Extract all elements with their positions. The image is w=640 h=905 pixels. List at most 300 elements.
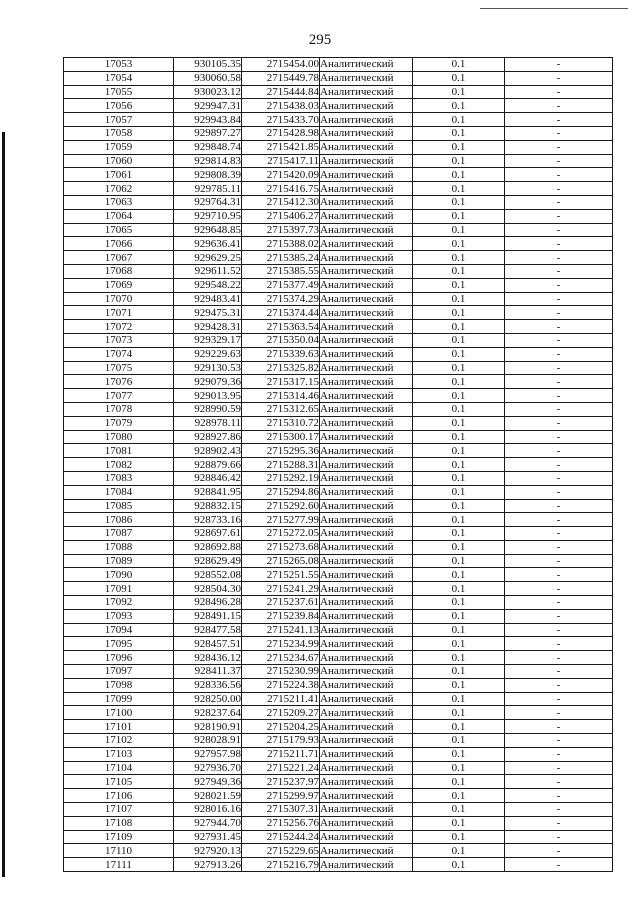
point-id-cell: 17066 xyxy=(64,237,174,251)
method-cell: Аналитический xyxy=(320,775,413,789)
x-coordinate-cell: 928552.08 xyxy=(174,568,242,582)
y-coordinate-cell: 2715385.55 xyxy=(242,264,320,278)
point-id-cell: 17058 xyxy=(64,126,174,140)
method-cell: Аналитический xyxy=(320,609,413,623)
method-cell: Аналитический xyxy=(320,761,413,775)
page-number: 295 xyxy=(308,32,332,48)
note-cell: - xyxy=(505,816,613,830)
note-cell: - xyxy=(505,389,613,403)
precision-cell: 0.1 xyxy=(413,554,505,568)
y-coordinate-cell: 2715428.98 xyxy=(242,126,320,140)
x-coordinate-cell: 928477.58 xyxy=(174,623,242,637)
method-cell: Аналитический xyxy=(320,444,413,458)
point-id-cell: 17081 xyxy=(64,444,174,458)
note-cell: - xyxy=(505,113,613,127)
precision-cell: 0.1 xyxy=(413,637,505,651)
note-cell: - xyxy=(505,168,613,182)
note-cell: - xyxy=(505,540,613,554)
note-cell: - xyxy=(505,430,613,444)
y-coordinate-cell: 2715273.68 xyxy=(242,540,320,554)
y-coordinate-cell: 2715265.08 xyxy=(242,554,320,568)
y-coordinate-cell: 2715385.24 xyxy=(242,251,320,265)
table-row xyxy=(64,58,613,72)
x-coordinate-cell: 928016.16 xyxy=(174,803,242,817)
note-cell: - xyxy=(505,485,613,499)
x-coordinate-cell: 928237.64 xyxy=(174,706,242,720)
precision-cell: 0.1 xyxy=(413,58,505,72)
table-row xyxy=(64,692,613,706)
x-coordinate-cell: 928927.86 xyxy=(174,430,242,444)
table-row xyxy=(64,720,613,734)
x-coordinate-cell: 928733.16 xyxy=(174,513,242,527)
precision-cell: 0.1 xyxy=(413,430,505,444)
method-cell: Аналитический xyxy=(320,623,413,637)
method-cell: Аналитический xyxy=(320,333,413,347)
x-coordinate-cell: 927957.98 xyxy=(174,747,242,761)
precision-cell: 0.1 xyxy=(413,678,505,692)
point-id-cell: 17061 xyxy=(64,168,174,182)
table-row xyxy=(64,747,613,761)
method-cell: Аналитический xyxy=(320,375,413,389)
precision-cell: 0.1 xyxy=(413,361,505,375)
table-row xyxy=(64,402,613,416)
method-cell: Аналитический xyxy=(320,789,413,803)
method-cell: Аналитический xyxy=(320,416,413,430)
method-cell: Аналитический xyxy=(320,692,413,706)
x-coordinate-cell: 928978.11 xyxy=(174,416,242,430)
precision-cell: 0.1 xyxy=(413,402,505,416)
note-cell: - xyxy=(505,195,613,209)
note-cell: - xyxy=(505,761,613,775)
point-id-cell: 17105 xyxy=(64,775,174,789)
point-id-cell: 17096 xyxy=(64,651,174,665)
x-coordinate-cell: 928692.88 xyxy=(174,540,242,554)
method-cell: Аналитический xyxy=(320,458,413,472)
y-coordinate-cell: 2715237.97 xyxy=(242,775,320,789)
point-id-cell: 17100 xyxy=(64,706,174,720)
y-coordinate-cell: 2715256.76 xyxy=(242,816,320,830)
precision-cell: 0.1 xyxy=(413,333,505,347)
precision-cell: 0.1 xyxy=(413,416,505,430)
point-id-cell: 17055 xyxy=(64,85,174,99)
precision-cell: 0.1 xyxy=(413,568,505,582)
point-id-cell: 17087 xyxy=(64,527,174,541)
y-coordinate-cell: 2715412.30 xyxy=(242,195,320,209)
method-cell: Аналитический xyxy=(320,209,413,223)
point-id-cell: 17065 xyxy=(64,223,174,237)
note-cell: - xyxy=(505,527,613,541)
point-id-cell: 17079 xyxy=(64,416,174,430)
x-coordinate-cell: 928504.30 xyxy=(174,582,242,596)
table-row xyxy=(64,485,613,499)
y-coordinate-cell: 2715377.49 xyxy=(242,278,320,292)
note-cell: - xyxy=(505,596,613,610)
table-row xyxy=(64,513,613,527)
y-coordinate-cell: 2715312.65 xyxy=(242,402,320,416)
note-cell: - xyxy=(505,223,613,237)
table-row xyxy=(64,416,613,430)
x-coordinate-cell: 930105.35 xyxy=(174,58,242,72)
precision-cell: 0.1 xyxy=(413,140,505,154)
x-coordinate-cell: 929329.17 xyxy=(174,333,242,347)
note-cell: - xyxy=(505,623,613,637)
note-cell: - xyxy=(505,513,613,527)
point-id-cell: 17056 xyxy=(64,99,174,113)
note-cell: - xyxy=(505,637,613,651)
table-row xyxy=(64,471,613,485)
point-id-cell: 17069 xyxy=(64,278,174,292)
point-id-cell: 17101 xyxy=(64,720,174,734)
precision-cell: 0.1 xyxy=(413,803,505,817)
precision-cell: 0.1 xyxy=(413,320,505,334)
note-cell: - xyxy=(505,71,613,85)
precision-cell: 0.1 xyxy=(413,692,505,706)
table-row xyxy=(64,375,613,389)
precision-cell: 0.1 xyxy=(413,499,505,513)
y-coordinate-cell: 2715374.44 xyxy=(242,306,320,320)
note-cell: - xyxy=(505,416,613,430)
x-coordinate-cell: 929897.27 xyxy=(174,126,242,140)
precision-cell: 0.1 xyxy=(413,99,505,113)
note-cell: - xyxy=(505,251,613,265)
method-cell: Аналитический xyxy=(320,499,413,513)
method-cell: Аналитический xyxy=(320,389,413,403)
table-row xyxy=(64,71,613,85)
x-coordinate-cell: 929764.31 xyxy=(174,195,242,209)
method-cell: Аналитический xyxy=(320,747,413,761)
point-id-cell: 17070 xyxy=(64,292,174,306)
point-id-cell: 17108 xyxy=(64,816,174,830)
x-coordinate-cell: 929013.95 xyxy=(174,389,242,403)
note-cell: - xyxy=(505,789,613,803)
y-coordinate-cell: 2715224.38 xyxy=(242,678,320,692)
point-id-cell: 17107 xyxy=(64,803,174,817)
point-id-cell: 17071 xyxy=(64,306,174,320)
note-cell: - xyxy=(505,844,613,858)
note-cell: - xyxy=(505,692,613,706)
x-coordinate-cell: 928190.91 xyxy=(174,720,242,734)
method-cell: Аналитический xyxy=(320,278,413,292)
precision-cell: 0.1 xyxy=(413,582,505,596)
method-cell: Аналитический xyxy=(320,720,413,734)
method-cell: Аналитический xyxy=(320,568,413,582)
y-coordinate-cell: 2715221.24 xyxy=(242,761,320,775)
y-coordinate-cell: 2715230.99 xyxy=(242,665,320,679)
y-coordinate-cell: 2715241.29 xyxy=(242,582,320,596)
note-cell: - xyxy=(505,554,613,568)
point-id-cell: 17060 xyxy=(64,154,174,168)
y-coordinate-cell: 2715444.84 xyxy=(242,85,320,99)
point-id-cell: 17064 xyxy=(64,209,174,223)
method-cell: Аналитический xyxy=(320,361,413,375)
y-coordinate-cell: 2715234.67 xyxy=(242,651,320,665)
point-id-cell: 17076 xyxy=(64,375,174,389)
table-body xyxy=(64,58,613,872)
method-cell: Аналитический xyxy=(320,471,413,485)
y-coordinate-cell: 2715438.03 xyxy=(242,99,320,113)
point-id-cell: 17088 xyxy=(64,540,174,554)
precision-cell: 0.1 xyxy=(413,596,505,610)
y-coordinate-cell: 2715229.65 xyxy=(242,844,320,858)
table-row xyxy=(64,444,613,458)
point-id-cell: 17057 xyxy=(64,113,174,127)
precision-cell: 0.1 xyxy=(413,223,505,237)
table-row xyxy=(64,333,613,347)
precision-cell: 0.1 xyxy=(413,609,505,623)
precision-cell: 0.1 xyxy=(413,71,505,85)
x-coordinate-cell: 929785.11 xyxy=(174,182,242,196)
precision-cell: 0.1 xyxy=(413,651,505,665)
point-id-cell: 17094 xyxy=(64,623,174,637)
method-cell: Аналитический xyxy=(320,844,413,858)
method-cell: Аналитический xyxy=(320,168,413,182)
precision-cell: 0.1 xyxy=(413,195,505,209)
x-coordinate-cell: 928457.51 xyxy=(174,637,242,651)
x-coordinate-cell: 928846.42 xyxy=(174,471,242,485)
note-cell: - xyxy=(505,706,613,720)
method-cell: Аналитический xyxy=(320,596,413,610)
note-cell: - xyxy=(505,126,613,140)
table-row xyxy=(64,637,613,651)
note-cell: - xyxy=(505,747,613,761)
x-coordinate-cell: 928491.15 xyxy=(174,609,242,623)
method-cell: Аналитический xyxy=(320,540,413,554)
y-coordinate-cell: 2715244.24 xyxy=(242,830,320,844)
x-coordinate-cell: 929079.36 xyxy=(174,375,242,389)
y-coordinate-cell: 2715374.29 xyxy=(242,292,320,306)
x-coordinate-cell: 928250.00 xyxy=(174,692,242,706)
point-id-cell: 17099 xyxy=(64,692,174,706)
method-cell: Аналитический xyxy=(320,803,413,817)
x-coordinate-cell: 927920.13 xyxy=(174,844,242,858)
note-cell: - xyxy=(505,347,613,361)
table-row xyxy=(64,651,613,665)
table-row xyxy=(64,347,613,361)
precision-cell: 0.1 xyxy=(413,623,505,637)
note-cell: - xyxy=(505,99,613,113)
method-cell: Аналитический xyxy=(320,665,413,679)
y-coordinate-cell: 2715237.61 xyxy=(242,596,320,610)
x-coordinate-cell: 929648.85 xyxy=(174,223,242,237)
note-cell: - xyxy=(505,775,613,789)
x-coordinate-cell: 929629.25 xyxy=(174,251,242,265)
x-coordinate-cell: 929848.74 xyxy=(174,140,242,154)
table-row xyxy=(64,113,613,127)
point-id-cell: 17067 xyxy=(64,251,174,265)
x-coordinate-cell: 927949.36 xyxy=(174,775,242,789)
precision-cell: 0.1 xyxy=(413,126,505,140)
x-coordinate-cell: 929636.41 xyxy=(174,237,242,251)
point-id-cell: 17097 xyxy=(64,665,174,679)
method-cell: Аналитический xyxy=(320,223,413,237)
method-cell: Аналитический xyxy=(320,830,413,844)
note-cell: - xyxy=(505,292,613,306)
precision-cell: 0.1 xyxy=(413,734,505,748)
precision-cell: 0.1 xyxy=(413,458,505,472)
note-cell: - xyxy=(505,375,613,389)
point-id-cell: 17089 xyxy=(64,554,174,568)
y-coordinate-cell: 2715388.02 xyxy=(242,237,320,251)
precision-cell: 0.1 xyxy=(413,209,505,223)
precision-cell: 0.1 xyxy=(413,485,505,499)
top-rule xyxy=(480,8,628,9)
precision-cell: 0.1 xyxy=(413,527,505,541)
table-row xyxy=(64,830,613,844)
table-row xyxy=(64,306,613,320)
method-cell: Аналитический xyxy=(320,485,413,499)
precision-cell: 0.1 xyxy=(413,789,505,803)
margin-bar xyxy=(2,132,5,877)
x-coordinate-cell: 927944.70 xyxy=(174,816,242,830)
note-cell: - xyxy=(505,402,613,416)
table-row xyxy=(64,582,613,596)
y-coordinate-cell: 2715299.97 xyxy=(242,789,320,803)
method-cell: Аналитический xyxy=(320,582,413,596)
x-coordinate-cell: 928697.61 xyxy=(174,527,242,541)
point-id-cell: 17078 xyxy=(64,402,174,416)
note-cell: - xyxy=(505,444,613,458)
y-coordinate-cell: 2715421.85 xyxy=(242,140,320,154)
x-coordinate-cell: 928902.43 xyxy=(174,444,242,458)
precision-cell: 0.1 xyxy=(413,306,505,320)
precision-cell: 0.1 xyxy=(413,375,505,389)
method-cell: Аналитический xyxy=(320,126,413,140)
table-row xyxy=(64,320,613,334)
y-coordinate-cell: 2715417.11 xyxy=(242,154,320,168)
y-coordinate-cell: 2715416.75 xyxy=(242,182,320,196)
table-row xyxy=(64,85,613,99)
x-coordinate-cell: 929611.52 xyxy=(174,264,242,278)
point-id-cell: 17085 xyxy=(64,499,174,513)
precision-cell: 0.1 xyxy=(413,237,505,251)
x-coordinate-cell: 929710.95 xyxy=(174,209,242,223)
point-id-cell: 17077 xyxy=(64,389,174,403)
y-coordinate-cell: 2715317.15 xyxy=(242,375,320,389)
x-coordinate-cell: 928021.59 xyxy=(174,789,242,803)
y-coordinate-cell: 2715397.73 xyxy=(242,223,320,237)
precision-cell: 0.1 xyxy=(413,154,505,168)
method-cell: Аналитический xyxy=(320,637,413,651)
note-cell: - xyxy=(505,609,613,623)
x-coordinate-cell: 929130.53 xyxy=(174,361,242,375)
method-cell: Аналитический xyxy=(320,195,413,209)
precision-cell: 0.1 xyxy=(413,761,505,775)
note-cell: - xyxy=(505,665,613,679)
note-cell: - xyxy=(505,264,613,278)
y-coordinate-cell: 2715433.70 xyxy=(242,113,320,127)
precision-cell: 0.1 xyxy=(413,706,505,720)
x-coordinate-cell: 927931.45 xyxy=(174,830,242,844)
point-id-cell: 17090 xyxy=(64,568,174,582)
y-coordinate-cell: 2715234.99 xyxy=(242,637,320,651)
precision-cell: 0.1 xyxy=(413,816,505,830)
x-coordinate-cell: 929814.83 xyxy=(174,154,242,168)
point-id-cell: 17072 xyxy=(64,320,174,334)
method-cell: Аналитический xyxy=(320,306,413,320)
x-coordinate-cell: 929483.41 xyxy=(174,292,242,306)
table-row xyxy=(64,803,613,817)
note-cell: - xyxy=(505,499,613,513)
table-row xyxy=(64,665,613,679)
point-id-cell: 17080 xyxy=(64,430,174,444)
note-cell: - xyxy=(505,140,613,154)
y-coordinate-cell: 2715454.00 xyxy=(242,58,320,72)
method-cell: Аналитический xyxy=(320,140,413,154)
precision-cell: 0.1 xyxy=(413,168,505,182)
point-id-cell: 17095 xyxy=(64,637,174,651)
point-id-cell: 17103 xyxy=(64,747,174,761)
y-coordinate-cell: 2715216.79 xyxy=(242,858,320,872)
method-cell: Аналитический xyxy=(320,182,413,196)
point-id-cell: 17093 xyxy=(64,609,174,623)
x-coordinate-cell: 929947.31 xyxy=(174,99,242,113)
y-coordinate-cell: 2715179.93 xyxy=(242,734,320,748)
table-row xyxy=(64,499,613,513)
y-coordinate-cell: 2715239.84 xyxy=(242,609,320,623)
y-coordinate-cell: 2715292.60 xyxy=(242,499,320,513)
point-id-cell: 17104 xyxy=(64,761,174,775)
method-cell: Аналитический xyxy=(320,402,413,416)
method-cell: Аналитический xyxy=(320,99,413,113)
coordinates-table xyxy=(63,57,613,872)
table-row xyxy=(64,430,613,444)
table-row xyxy=(64,99,613,113)
x-coordinate-cell: 928990.59 xyxy=(174,402,242,416)
x-coordinate-cell: 929229.63 xyxy=(174,347,242,361)
precision-cell: 0.1 xyxy=(413,264,505,278)
note-cell: - xyxy=(505,458,613,472)
table-row xyxy=(64,761,613,775)
point-id-cell: 17075 xyxy=(64,361,174,375)
point-id-cell: 17109 xyxy=(64,830,174,844)
y-coordinate-cell: 2715251.55 xyxy=(242,568,320,582)
method-cell: Аналитический xyxy=(320,154,413,168)
x-coordinate-cell: 929428.31 xyxy=(174,320,242,334)
y-coordinate-cell: 2715406.27 xyxy=(242,209,320,223)
point-id-cell: 17102 xyxy=(64,734,174,748)
x-coordinate-cell: 929475.31 xyxy=(174,306,242,320)
note-cell: - xyxy=(505,471,613,485)
note-cell: - xyxy=(505,58,613,72)
table-row xyxy=(64,540,613,554)
method-cell: Аналитический xyxy=(320,527,413,541)
y-coordinate-cell: 2715307.31 xyxy=(242,803,320,817)
precision-cell: 0.1 xyxy=(413,85,505,99)
table-row xyxy=(64,237,613,251)
table-row xyxy=(64,554,613,568)
table-row xyxy=(64,195,613,209)
table-row xyxy=(64,678,613,692)
note-cell: - xyxy=(505,734,613,748)
table-row xyxy=(64,182,613,196)
table-row xyxy=(64,126,613,140)
method-cell: Аналитический xyxy=(320,347,413,361)
y-coordinate-cell: 2715277.99 xyxy=(242,513,320,527)
method-cell: Аналитический xyxy=(320,113,413,127)
y-coordinate-cell: 2715294.86 xyxy=(242,485,320,499)
precision-cell: 0.1 xyxy=(413,292,505,306)
precision-cell: 0.1 xyxy=(413,858,505,872)
point-id-cell: 17086 xyxy=(64,513,174,527)
note-cell: - xyxy=(505,361,613,375)
method-cell: Аналитический xyxy=(320,734,413,748)
note-cell: - xyxy=(505,85,613,99)
y-coordinate-cell: 2715350.04 xyxy=(242,333,320,347)
table-row xyxy=(64,816,613,830)
table-row xyxy=(64,361,613,375)
table-row xyxy=(64,775,613,789)
table-row xyxy=(64,596,613,610)
